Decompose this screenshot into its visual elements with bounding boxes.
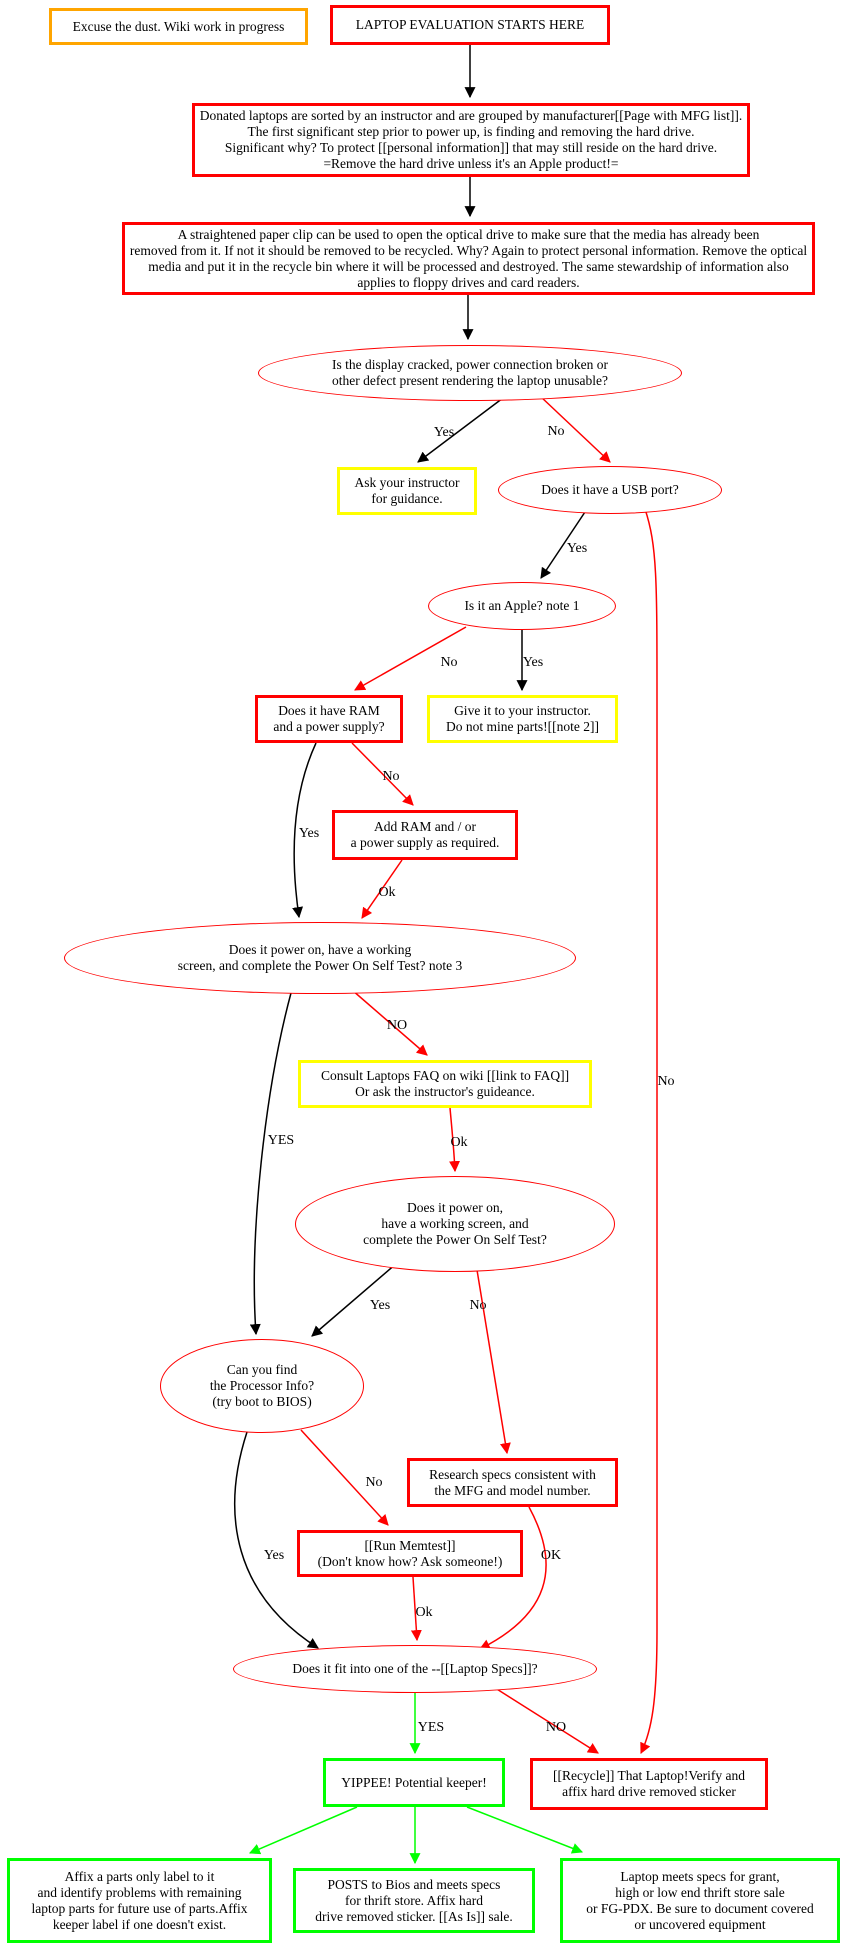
node-post-test-2-line-3: complete the Power On Self Test?: [363, 1232, 547, 1247]
edge-post1-to-canfind: [254, 993, 291, 1334]
node-start-line-1: LAPTOP EVALUATION STARTS HERE: [355, 17, 585, 32]
node-paperclip-line-2: removed from it. If not it should be removed to be recycled. Why? Again to protect personal information. Remove the optical: [129, 242, 808, 258]
node-processor-info-line-1: Can you find: [226, 1362, 298, 1377]
node-yippee: [323, 1758, 505, 1807]
node-parts-label-line-3: laptop parts for future use of parts.Affix: [31, 1900, 248, 1916]
node-paperclip-line-4: applies to floppy drives and card readers.: [357, 274, 580, 290]
node-consult-faq-line-1: Consult Laptops FAQ on wiki [[link to FAQ]]: [320, 1068, 570, 1083]
node-wiki-note-line-1: Excuse the dust. Wiki work in progress: [72, 18, 285, 34]
node-research-specs-line-2: the MFG and model number.: [434, 1482, 591, 1498]
node-post-test-2: [295, 1176, 615, 1272]
edge-label-display-to-usb: No: [547, 424, 565, 439]
node-wiki-note: [49, 8, 308, 45]
node-processor-info-line-3: (try boot to BIOS): [212, 1394, 312, 1409]
node-has-ram-line-2: and a power supply?: [273, 719, 385, 734]
edge-label-post1-to-consult: NO: [386, 1018, 408, 1033]
node-paperclip-line-3: media and put it in the recycle bin where it will be processed and destroyed. The same stewardship of information also: [148, 258, 789, 274]
node-post-test-1: [64, 922, 576, 994]
edge-label-specs-to-yippee: YES: [417, 1720, 445, 1735]
edge-label-usb-to-apple: Yes: [566, 541, 588, 556]
node-paperclip-line-1: A straightened paper clip can be used to open the optical drive to make sure that the media has already been: [177, 226, 760, 242]
node-display-defect: [258, 345, 682, 401]
edge-yippee-to-grant: [467, 1807, 582, 1852]
node-is-apple-line-1: Is it an Apple? note 1: [464, 598, 580, 613]
node-meets-grant-line-2: high or low end thrift store sale: [615, 1884, 785, 1900]
node-processor-info-line-2: the Processor Info?: [209, 1378, 315, 1393]
edge-label-usb-to-recycle: No: [657, 1074, 675, 1089]
node-meets-grant-line-4: or uncovered equipment: [634, 1916, 766, 1932]
node-posts-bios-line-3: drive removed sticker. [[As Is]] sale.: [315, 1908, 513, 1924]
node-consult-faq-line-2: Or ask the instructor's guideance.: [355, 1084, 535, 1099]
node-sorted: [192, 103, 750, 177]
node-give-instructor: [427, 695, 618, 743]
node-posts-bios: [293, 1868, 535, 1933]
node-add-ram-line-1: Add RAM and / or: [374, 819, 476, 834]
node-recycle-line-1: [[Recycle]] That Laptop!Verify and: [552, 1768, 746, 1783]
node-sorted-line-3: Significant why? To protect [[personal information]] that may still reside on the hard drive.: [224, 140, 718, 155]
edge-usb-to-recycle: [641, 509, 657, 1753]
node-post-test-2-line-1: Does it power on,: [407, 1200, 503, 1215]
node-parts-label-line-1: Affix a parts only label to it: [64, 1868, 215, 1884]
edge-label-addram-to-post1: Ok: [378, 885, 396, 900]
node-ask-instructor-line-2: for guidance.: [371, 491, 443, 506]
edge-research-to-specs: [480, 1507, 546, 1649]
node-start: [330, 5, 610, 45]
node-recycle-line-2: affix hard drive removed sticker: [562, 1784, 736, 1799]
edge-label-display-to-ask: Yes: [433, 425, 455, 440]
node-ask-instructor: [337, 467, 477, 515]
edge-label-research-to-specs: OK: [540, 1548, 562, 1563]
edge-label-post2-to-research: No: [469, 1298, 487, 1313]
node-posts-bios-line-1: POSTS to Bios and meets specs: [327, 1876, 501, 1892]
node-research-specs: [407, 1458, 618, 1507]
node-laptop-specs: [233, 1645, 597, 1693]
node-display-defect-line-1: Is the display cracked, power connection broken or: [332, 357, 608, 372]
node-laptop-specs-line-1: Does it fit into one of the --[[Laptop Specs]]?: [292, 1661, 538, 1676]
node-has-ram: [255, 695, 403, 743]
node-post-test-2-line-2: have a working screen, and: [381, 1216, 529, 1231]
node-consult-faq: [298, 1060, 592, 1108]
node-posts-bios-line-2: for thrift store. Affix hard: [344, 1892, 484, 1908]
edge-display-to-ask: [418, 398, 503, 462]
node-run-memtest: [297, 1530, 523, 1577]
node-research-specs-line-1: Research specs consistent with: [429, 1466, 596, 1482]
edge-label-post2-to-canfind: Yes: [369, 1298, 391, 1313]
node-give-instructor-line-1: Give it to your instructor.: [454, 703, 591, 718]
node-run-memtest-line-1: [[Run Memtest]]: [364, 1537, 456, 1553]
node-post-test-1-line-1: Does it power on, have a working: [228, 942, 412, 957]
node-post-test-1-line-2: screen, and complete the Power On Self Test? note 3: [177, 958, 463, 973]
edge-label-memtest-to-specs: Ok: [415, 1605, 433, 1620]
node-add-ram-line-2: a power supply as required.: [350, 835, 500, 850]
node-meets-grant-line-3: or FG-PDX. Be sure to document covered: [586, 1900, 814, 1916]
edge-label-canfind-to-specs: Yes: [263, 1548, 285, 1563]
node-is-apple: [428, 582, 616, 630]
edge-label-consult-to-post2: Ok: [450, 1135, 468, 1150]
edge-label-apple-to-give: Yes: [522, 655, 544, 670]
node-meets-grant-line-1: Laptop meets specs for grant,: [620, 1868, 780, 1884]
node-usb-port-line-1: Does it have a USB port?: [541, 482, 679, 497]
node-run-memtest-line-2: (Don't know how? Ask someone!): [317, 1553, 503, 1569]
node-paperclip: [122, 222, 815, 295]
node-sorted-line-1: Donated laptops are sorted by an instructor and are grouped by manufacturer[[Page with MFG list]].: [199, 108, 743, 123]
node-processor-info: [160, 1339, 364, 1433]
node-usb-port: [498, 466, 722, 514]
node-meets-grant: [560, 1858, 840, 1943]
node-sorted-line-2: The first significant step prior to power up, is finding and removing the hard drive.: [247, 124, 695, 139]
edge-label-ram-to-post1: Yes: [298, 826, 320, 841]
node-parts-label-line-2: and identify problems with remaining: [37, 1884, 242, 1900]
node-give-instructor-line-2: Do not mine parts![[note 2]]: [446, 719, 599, 734]
edge-label-apple-to-ram: No: [440, 655, 458, 670]
edge-label-post1-to-canfind: YES: [267, 1133, 295, 1148]
node-parts-label: [7, 1858, 272, 1943]
node-add-ram: [332, 810, 518, 860]
edge-yippee-to-parts: [250, 1807, 357, 1853]
node-sorted-line-4: =Remove the hard drive unless it's an Apple product!=: [323, 156, 619, 171]
node-recycle: [530, 1758, 768, 1810]
edge-label-ram-to-addram: No: [382, 769, 400, 784]
node-ask-instructor-line-1: Ask your instructor: [354, 475, 460, 490]
edge-label-canfind-to-memtest: No: [365, 1475, 383, 1490]
node-display-defect-line-2: other defect present rendering the laptop unusable?: [332, 373, 608, 388]
node-yippee-line-1: YIPPEE! Potential keeper!: [341, 1774, 487, 1790]
node-parts-label-line-4: keeper label if one doesn't exist.: [52, 1916, 227, 1932]
edge-label-specs-to-recycle: NO: [545, 1720, 567, 1735]
node-has-ram-line-1: Does it have RAM: [278, 703, 380, 718]
